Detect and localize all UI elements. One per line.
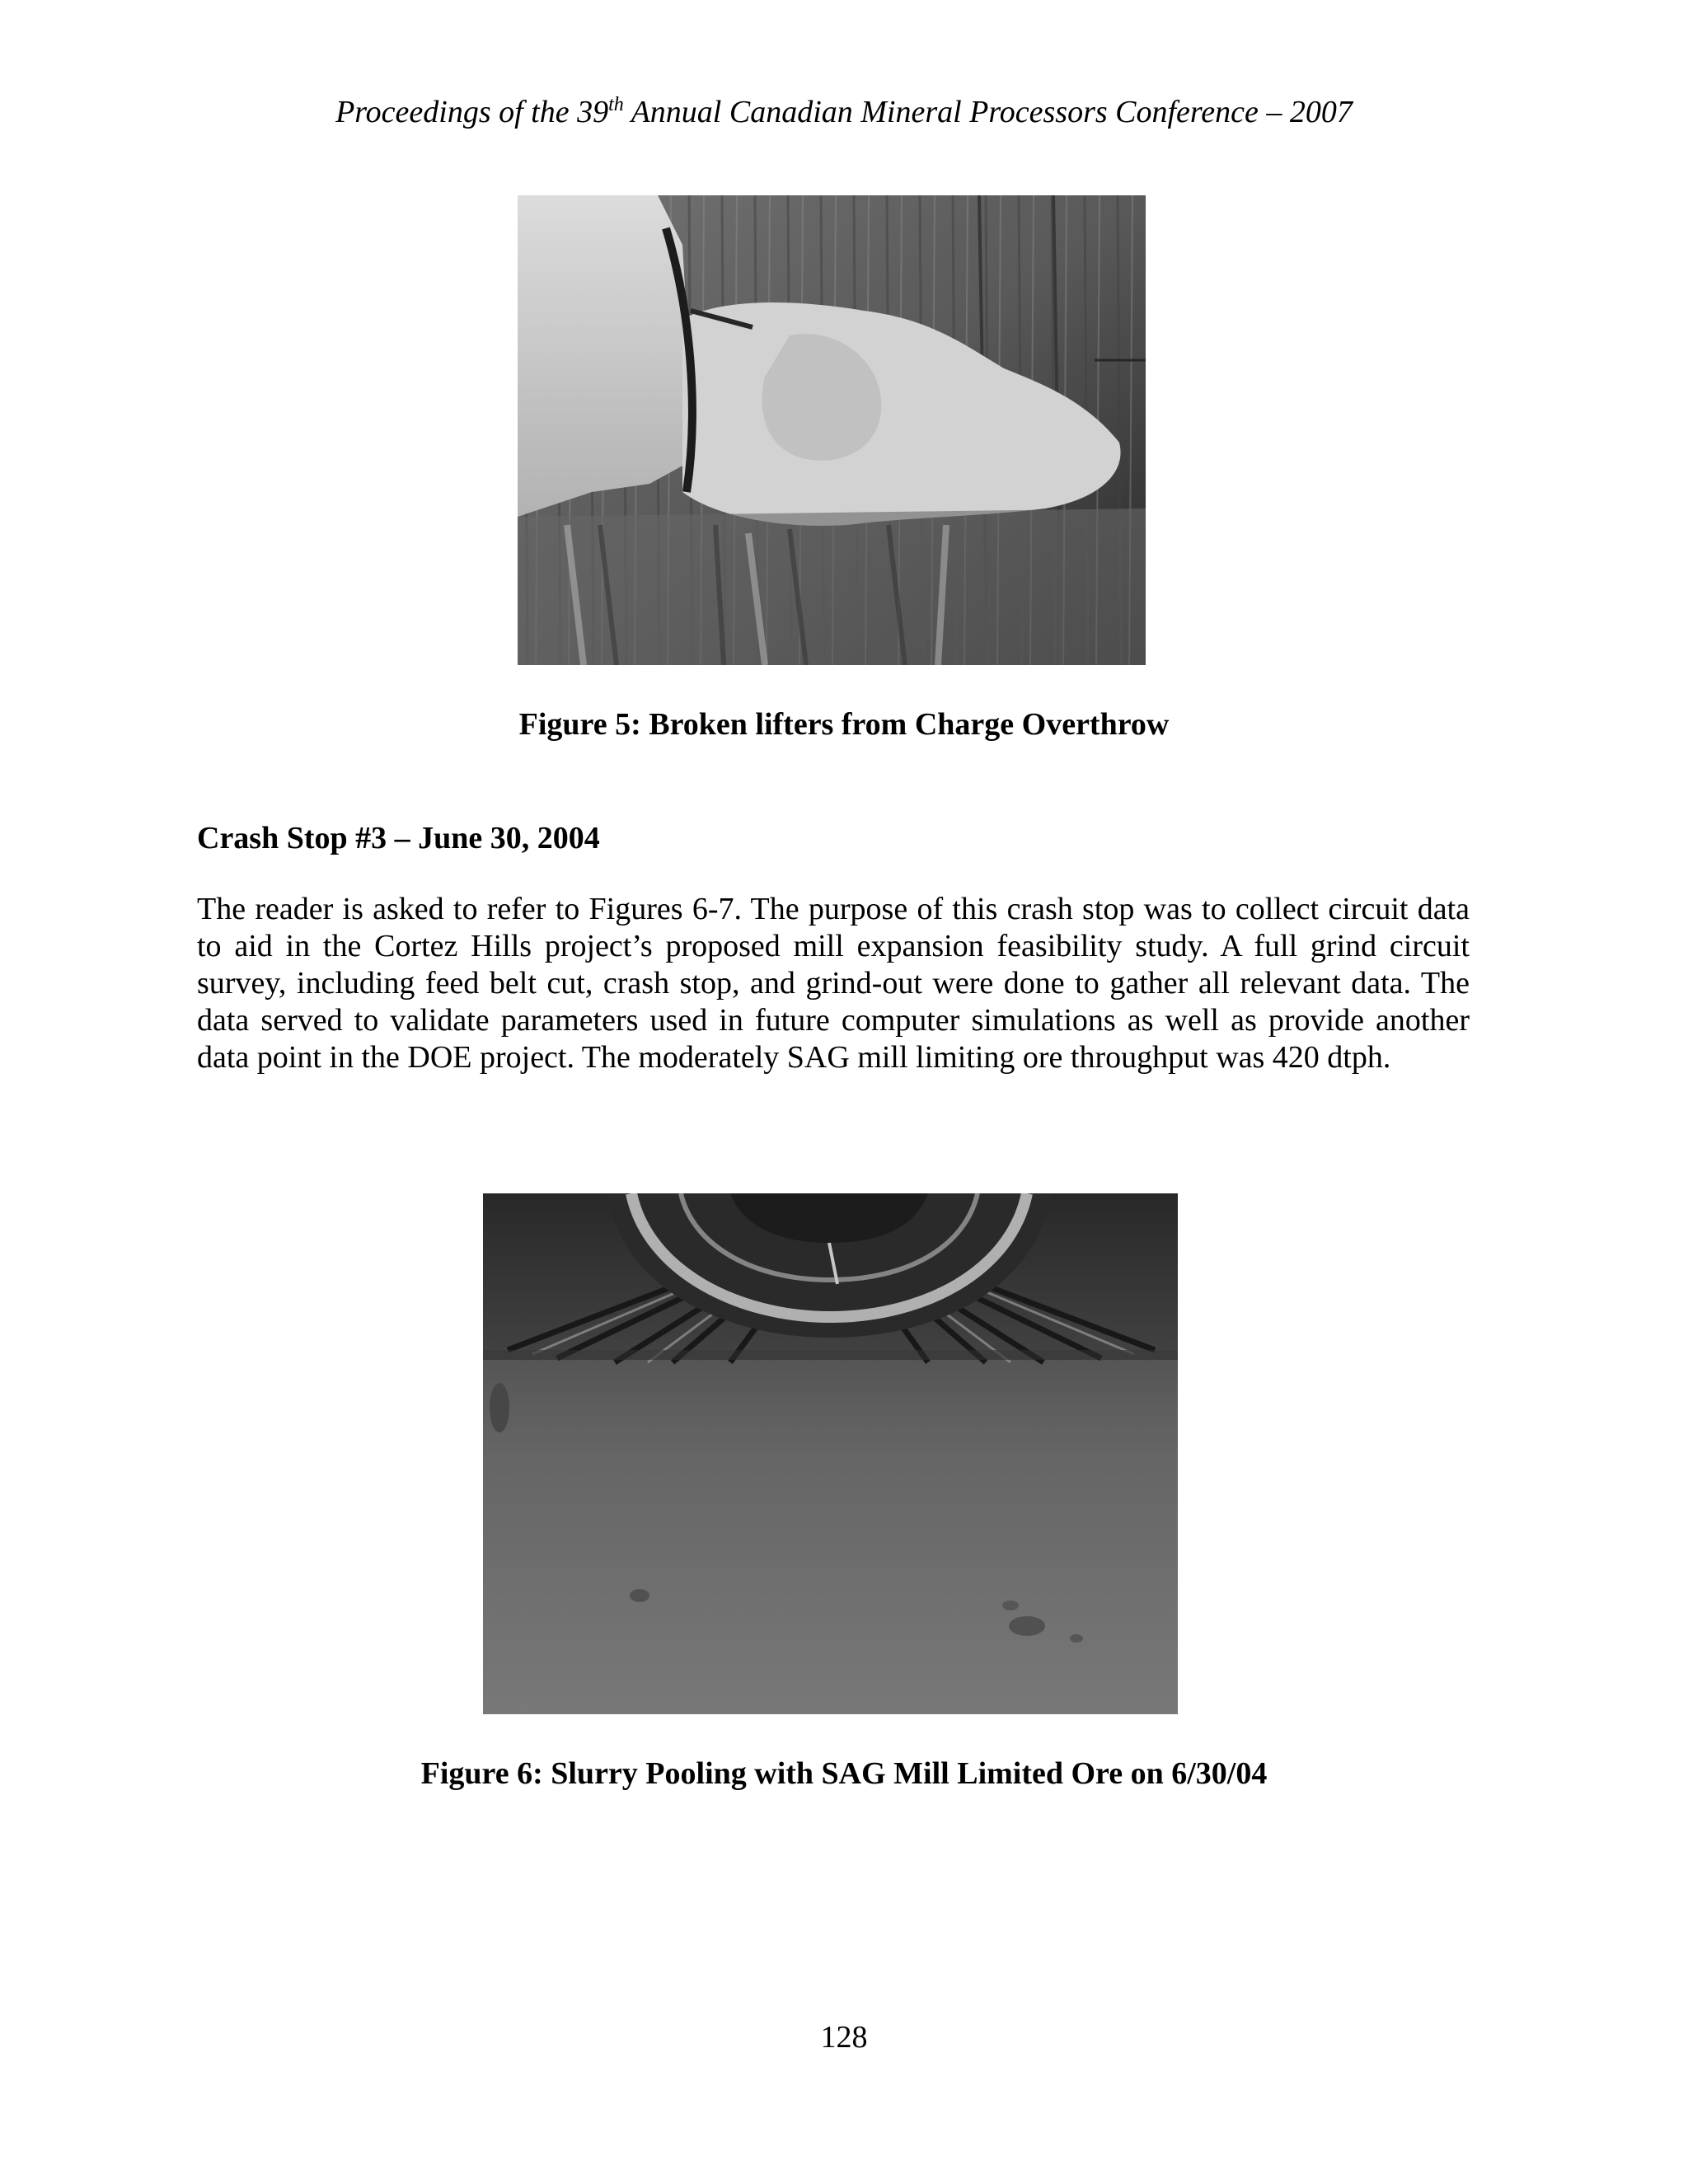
running-header xyxy=(0,92,1688,132)
header-prefix: Proceedings of the 39 xyxy=(335,95,609,129)
figure-5-photo xyxy=(518,195,1146,665)
figure-5-caption: Figure 5: Broken lifters from Charge Overthrow xyxy=(518,707,1170,742)
header-suffix: Annual Canadian Mineral Processors Conference – 2007 xyxy=(623,95,1353,129)
body-paragraph: The reader is asked to refer to Figures 6-7. The purpose of this crash stop was to collect circuit data to aid in the Cortez Hills project’s proposed mill expansion feasibility study. A full grind circuit survey, including feed belt cut, crash stop, and grind-out were done to gather all relevant data. The data served to validate parameters used in future computer simulations as well as provide another data point in the DOE project. The moderately SAG mill limiting ore throughput was 420 dtph. xyxy=(197,892,1470,1075)
page-number: 128 xyxy=(820,2020,868,2055)
section-heading: Crash Stop #3 – June 30, 2004 xyxy=(197,821,600,855)
figure-6-photo xyxy=(483,1193,1178,1714)
header-superscript: th xyxy=(608,94,624,115)
figure-6-caption: Figure 6: Slurry Pooling with SAG Mill Limited Ore on 6/30/04 xyxy=(420,1756,1268,1791)
